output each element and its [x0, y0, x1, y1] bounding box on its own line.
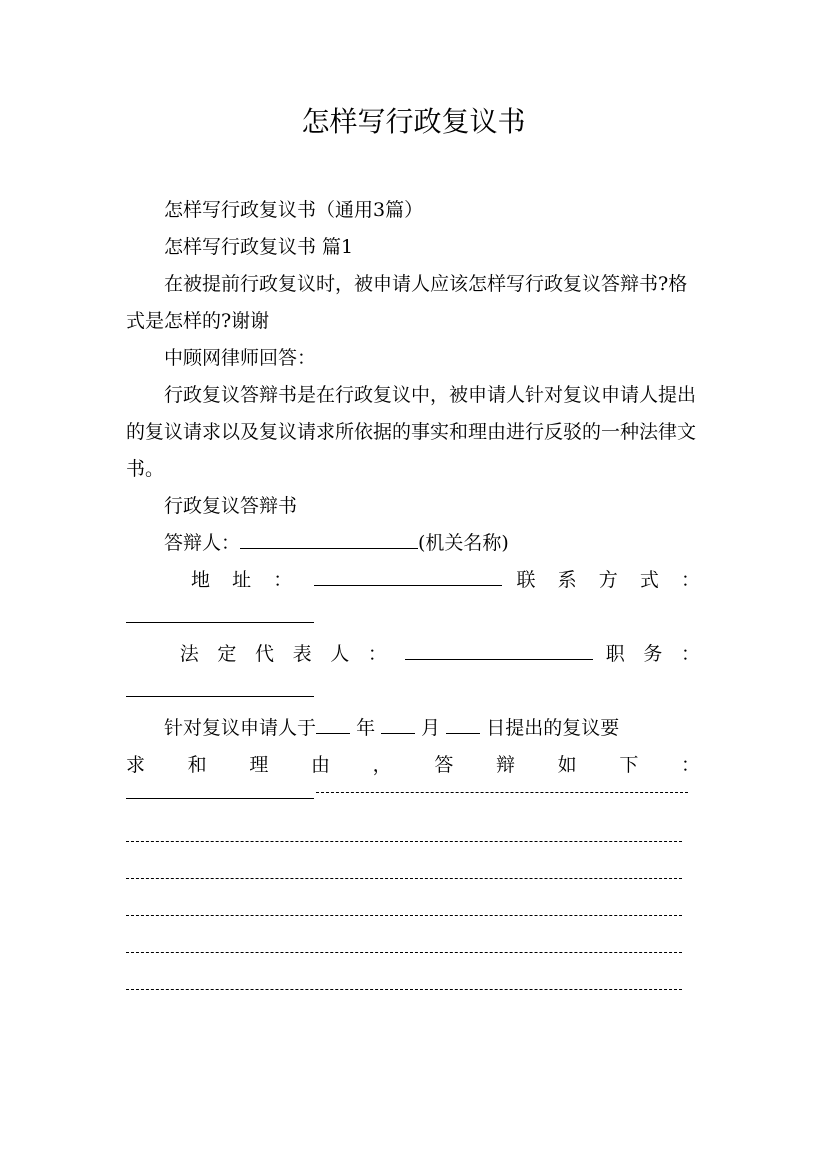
answer-line-3 [126, 858, 700, 895]
day-blank [446, 713, 480, 734]
position-blank-line [126, 673, 700, 710]
position-blank [126, 676, 314, 697]
legal-rep-line [126, 636, 700, 673]
paragraph-subtitle: 怎样写行政复议书（通用3篇） [164, 199, 424, 221]
answer-line-4 [126, 895, 700, 932]
answer-dash-3 [126, 878, 682, 879]
contact-label: 联 系 方 式 ： [516, 569, 700, 591]
respondent-line [126, 525, 700, 562]
legal-rep-blank [405, 639, 593, 660]
day-suffix: 日提出的复议要 [486, 717, 620, 739]
paragraph-form-title: 行政复议答辩书 [164, 495, 298, 517]
year-label: 年 [356, 717, 376, 739]
address-line [126, 562, 700, 599]
reply-line-2: 求 和 理 由 ， 答 辩 如 下 ： [126, 754, 700, 776]
address-label: 地 址 ： [183, 569, 301, 591]
paragraph-definition: 行政复议答辩书是在行政复议中，被申请人针对复议申请人提出的复议请求以及复议请求所依据的事实和理由进行反驳的一种法律文书。 [126, 384, 697, 480]
answer-line-2 [126, 821, 700, 858]
contact-blank-line [126, 599, 700, 636]
answer-line-5 [126, 932, 700, 969]
answer-line-6 [126, 969, 700, 1006]
answer-blank [126, 798, 314, 799]
answer-dash-1 [316, 792, 688, 793]
reply-prefix: 针对复议申请人于 [164, 717, 317, 739]
respondent-suffix: (机关名称) [418, 532, 509, 554]
reply-line-1 [126, 710, 700, 747]
month-label: 月 [421, 717, 441, 739]
respondent-label: 答辩人： [164, 532, 241, 554]
year-blank [316, 713, 350, 734]
document-body [126, 192, 700, 1006]
paragraph-section-heading: 怎样写行政复议书 篇1 [164, 236, 354, 258]
position-label: 职 务 ： [605, 643, 700, 665]
answer-line-1 [126, 784, 700, 821]
month-blank [381, 713, 415, 734]
address-blank [314, 565, 502, 586]
answer-dash-2 [126, 841, 682, 842]
answer-dash-5 [126, 952, 682, 953]
contact-blank [126, 602, 314, 623]
paragraph-question: 在被提前行政复议时，被申请人应该怎样写行政复议答辩书?格式是怎样的?谢谢 [126, 273, 688, 332]
legal-rep-label: 法 定 代 表 人 ： [173, 643, 394, 665]
respondent-blank [240, 528, 418, 549]
paragraph-answer-label: 中顾网律师回答： [164, 347, 317, 369]
answer-dash-6 [126, 989, 682, 990]
answer-dash-4 [126, 915, 682, 916]
document-title: 怎样写行政复议书 [301, 105, 526, 138]
